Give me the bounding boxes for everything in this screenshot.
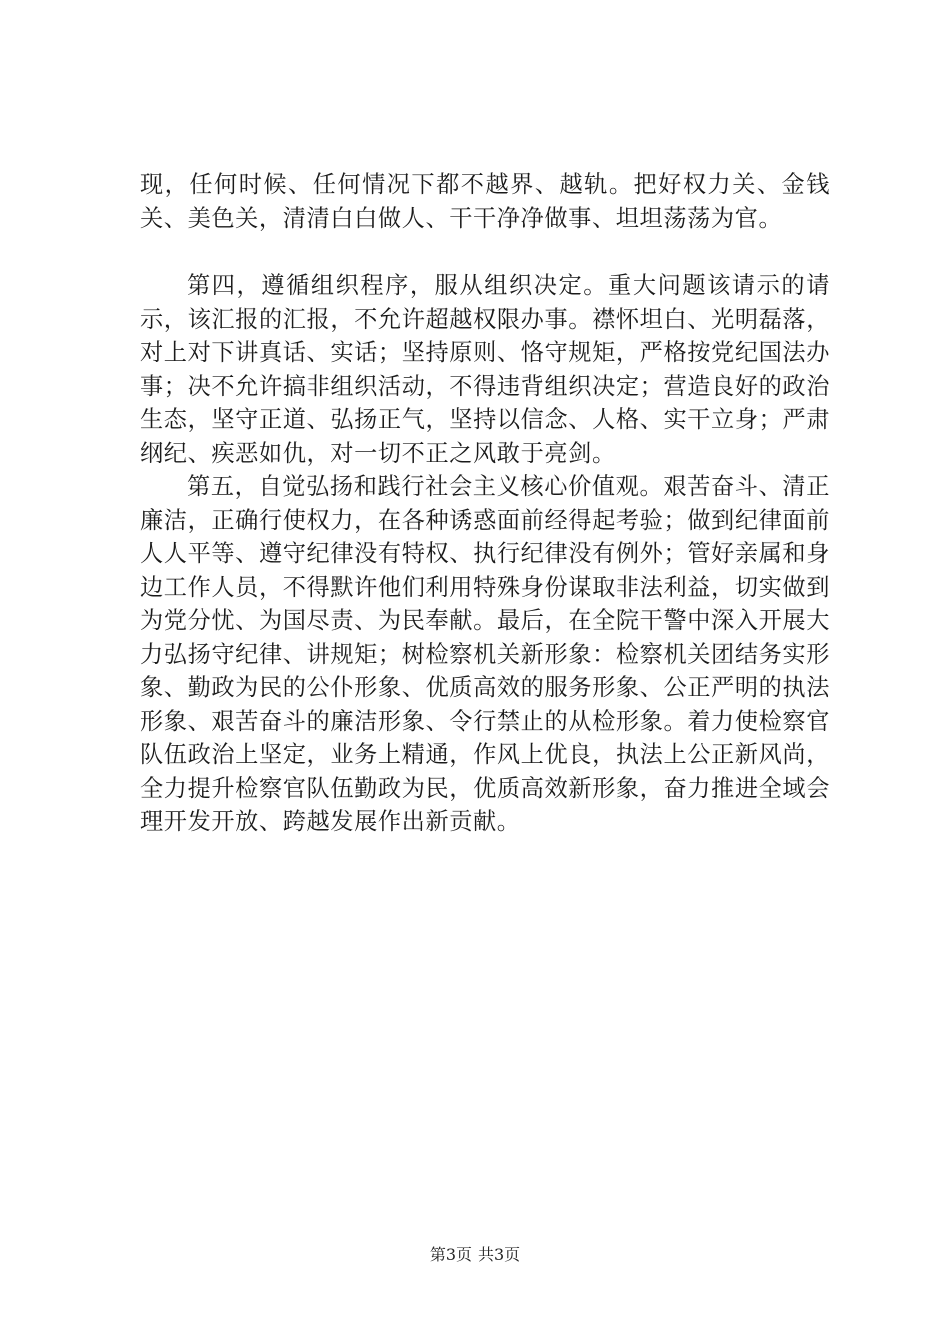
paragraph-fifth-point: 第五，自觉弘扬和践行社会主义核心价值观。艰苦奋斗、清正廉洁，正确行使权力，在各种诱惑面前经得起考验；做到纪律面前人人平等、遵守纪律没有特权、执行纪律没有例外；管好亲属和身边工作人员，不得默许他们利用特殊身份谋取非法利益，切实做到为党分忧、为国尽责、为民奉献。最后，在全院干警中深入开展大力弘扬守纪律、讲规矩；树检察机关新形象：检察机关团结务实形象、勤政为民的公仆形象、优质高效的服务形象、公正严明的执法形象、艰苦奋斗的廉洁形象、令行禁止的从检形象。着力使检察官队伍政治上坚定，业务上精通，作风上优良，执法上公正新风尚，全力提升检察官队伍勤政为民，优质高效新形象，奋力推进全域会理开发开放、跨越发展作出新贡献。 bbox=[140, 473, 830, 835]
page-total: 共3页 bbox=[478, 1245, 521, 1264]
page-number: 第3页 bbox=[429, 1245, 472, 1264]
paragraph-continued: 现，任何时候、任何情况下都不越界、越轨。把好权力关、金钱关、美色关，清清白白做人、干干净净做事、坦坦荡荡为官。 bbox=[140, 171, 830, 232]
paragraph-fourth-point: 第四，遵循组织程序，服从组织决定。重大问题该请示的请示，该汇报的汇报，不允许超越权限办事。襟怀坦白、光明磊落，对上对下讲真话、实话；坚持原则、恪守规矩，严格按党纪国法办事；决不允许搞非组织活动，不得违背组织决定；营造良好的政治生态，坚守正道、弘扬正气，坚持以信念、人格、实干立身；严肃纲纪、疾恶如仇，对一切不正之风敢于亮剑。 bbox=[140, 272, 830, 467]
document-body bbox=[140, 168, 830, 839]
page-footer bbox=[0, 1245, 950, 1265]
